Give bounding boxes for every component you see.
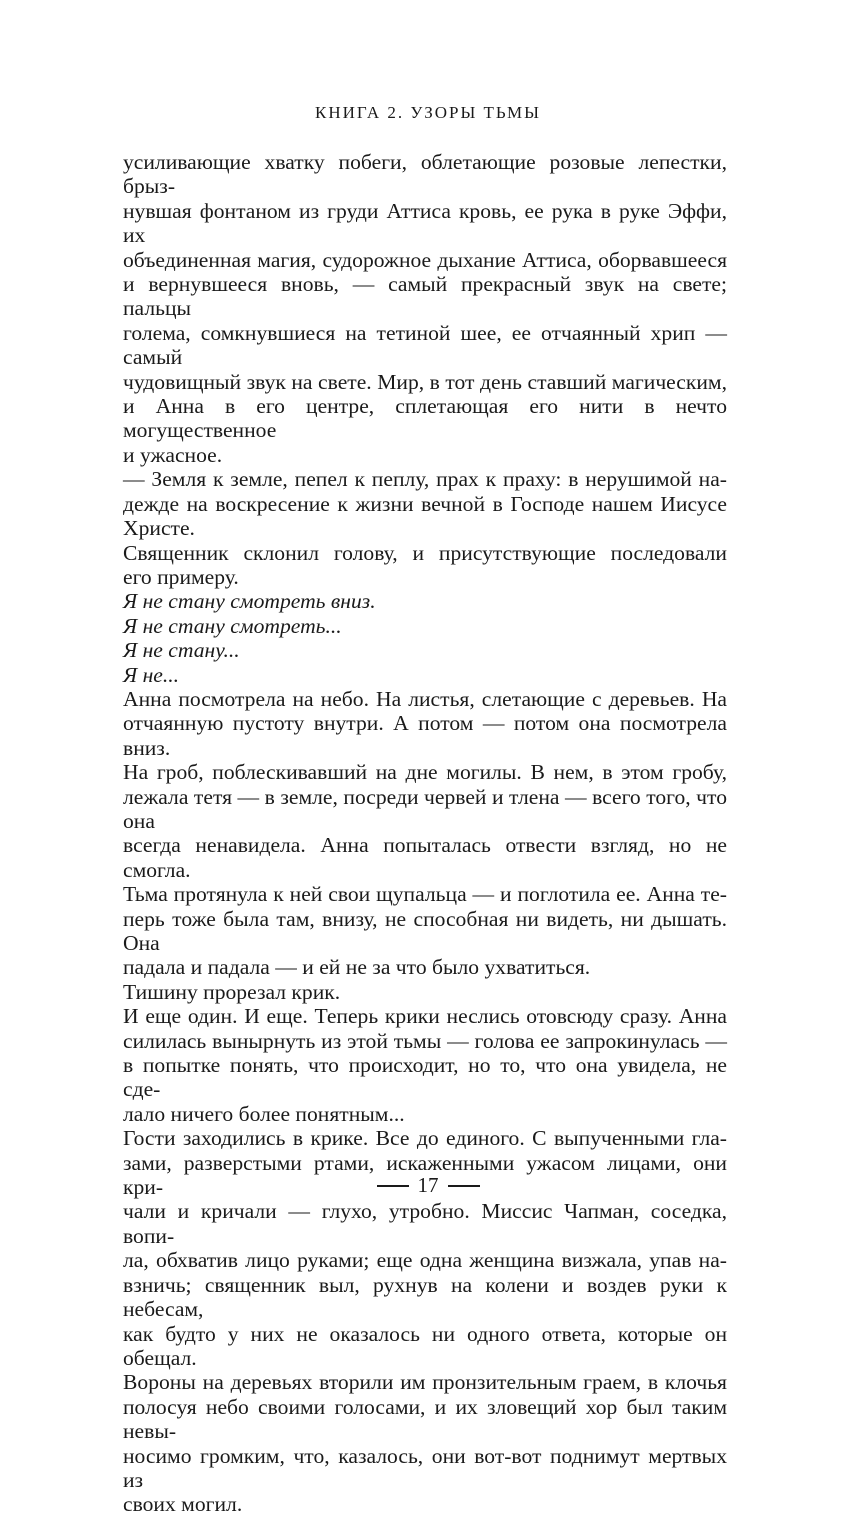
text-line: Я не... [123,662,180,687]
text-line: и ужасное. [123,442,223,467]
text-line: лало ничего более понятным... [123,1101,405,1126]
text-line: нувшая фонтаном из груди Аттиса кровь, ее рука в руке Эффи, их [123,198,727,248]
folio-dash-right [448,1185,480,1187]
text-line: отчаянную пустоту внутри. А потом — потом она посмотрела вниз. [123,711,727,760]
text-line: усиливающие хватку побеги, облетающие розовые лепестки, брыз- [123,150,727,199]
text-line: в попытке понять, что происходит, но то, что она увидела, не сде- [123,1053,727,1102]
text-line: Анна посмотрела на небо. На листья, слетающие с деревьев. На [123,686,727,711]
text-line: силилась вынырнуть из этой тьмы — голова ее запрокинулась — [123,1028,727,1053]
text-line: На гроб, поблескивавший на дне могилы. В нем, в этом гробу, [123,760,727,785]
text-line: Тишину прорезал крик. [123,979,341,1004]
text-line: Вороны на деревьях вторили им пронзительным граем, в клочья [123,1370,727,1395]
page-number [0,1173,856,1198]
text-line: Тьма протянула к ней свои щупальца — и поглотила ее. Анна те- [123,882,727,907]
text-line: чудовищный звук на свете. Мир, в тот день ставший магическим, [123,369,727,394]
text-line: Гости заходились в крике. Все до единого. С выпученными гла- [123,1126,727,1151]
text-line: дежде на воскресение к жизни вечной в Господе нашем Иисусе [123,491,727,516]
text-line: Христе. [123,516,195,541]
text-line: и вернувшееся вновь, — самый прекрасный звук на свете; пальцы [123,272,727,321]
text-line: падала и падала — и ей не за что было ухватиться. [123,955,591,980]
text-line: перь тоже была там, внизу, не способная ни видеть, ни дышать. Она [123,906,727,955]
running-header: КНИГА 2. УЗОРЫ ТЬМЫ [315,103,541,122]
body-text [123,150,727,1517]
text-line: ла, обхватив лицо руками; еще одна женщина визжала, упав на- [123,1248,727,1273]
text-line: объединенная магия, судорожное дыхание Аттиса, оборвавшееся [123,247,727,272]
text-line: лежала тетя — в земле, посреди червей и тлена — всего того, что она [123,784,727,833]
text-line: Я не стану смотреть вниз. [123,589,376,614]
text-line: И еще один. И еще. Теперь крики неслись отовсюду сразу. Анна [123,1004,727,1029]
text-line: взничь; священник выл, рухнув на колени и воздев руки к небесам, [123,1272,727,1322]
text-line: чали и кричали — глухо, утробно. Миссис Чапман, соседка, вопи- [123,1199,727,1248]
text-line: как будто у них не оказалось ни одного ответа, которые он обещал. [123,1321,727,1370]
text-line: зами, разверстыми ртами, искаженными ужасом лицами, они кри- [123,1150,727,1200]
text-line: Я не стану смотреть... [123,613,342,638]
text-line: голема, сомкнувшиеся на тетиной шее, ее отчаянный хрип — самый [123,320,727,370]
text-line: Я не стану... [123,638,240,663]
text-line: и Анна в его центре, сплетающая его нити в нечто могущественное [123,394,727,443]
folio-dash-left [377,1185,409,1187]
page-number-text: 17 [417,1173,439,1197]
text-line: его примеру. [123,564,239,589]
text-line: носимо громким, что, казалось, они вот-вот поднимут мертвых из [123,1443,727,1492]
text-line: — Земля к земле, пепел к пеплу, прах к праху: в нерушимой на- [123,467,727,492]
text-line: своих могил. [123,1492,243,1517]
text-line: Священник склонил голову, и присутствующие последовали [123,540,727,565]
text-line: полосуя небо своими голосами, и их зловещий хор был таким невы- [123,1394,727,1444]
text-line: всегда ненавидела. Анна попыталась отвести взгляд, но не смогла. [123,833,727,882]
